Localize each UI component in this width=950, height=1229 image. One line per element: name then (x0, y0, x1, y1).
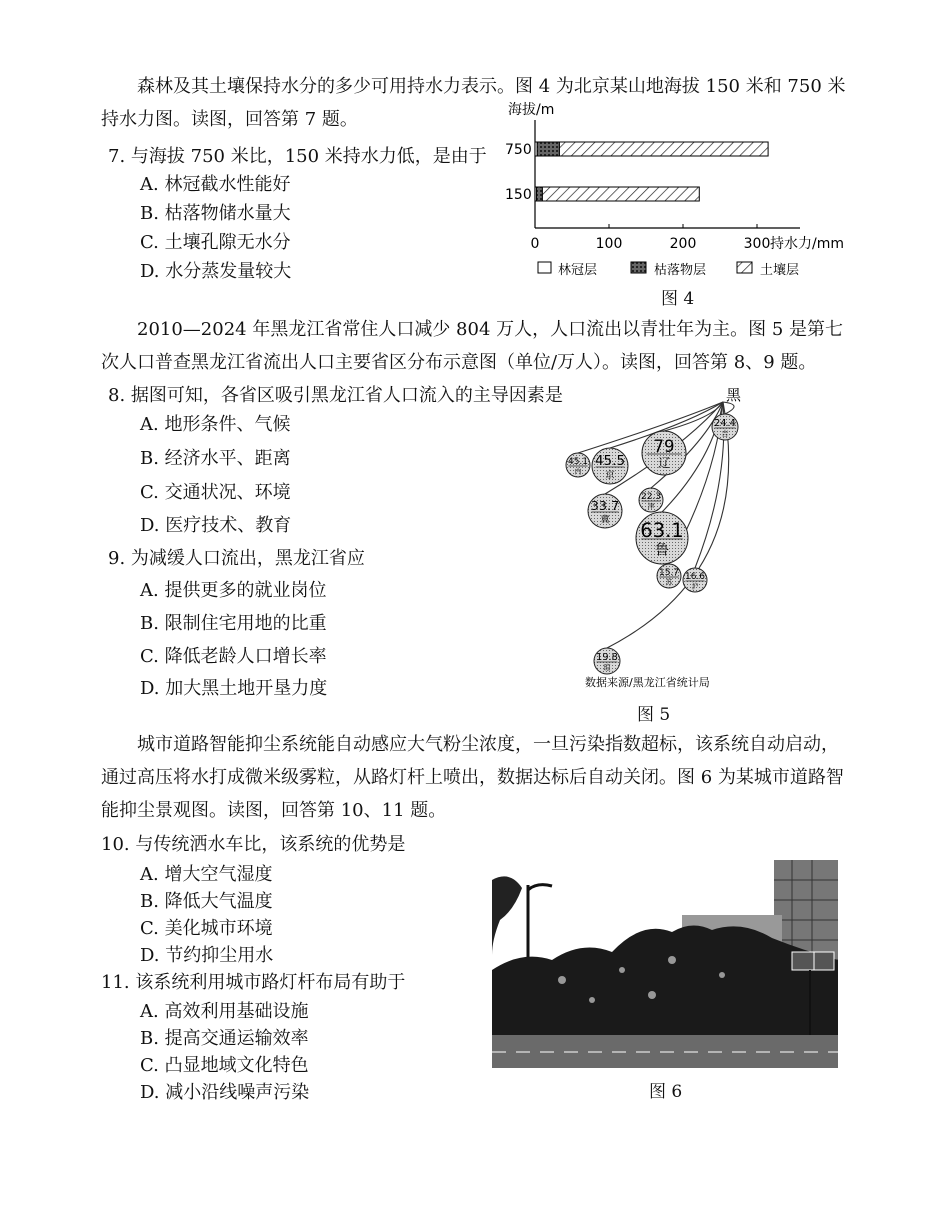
question-7-stem: 7. 与海拔 750 米比，150 米持水力低，是由于 (108, 146, 487, 167)
intro-paragraph-1: 森林及其土壤保持水分的多少可用持水力表示。图 4 为北京某山地海拔 150 米和 750 米持水力图。读图，回答第 7 题。 (101, 76, 846, 130)
figure-6-street-photo (492, 860, 838, 1068)
question-8-option-a: A. 地形条件、气候 (140, 414, 291, 435)
legend-soil-swatch (737, 262, 752, 273)
fig4-bar-150-soil (542, 187, 699, 201)
question-11-option-b: B. 提高交通运输效率 (140, 1028, 309, 1049)
node-label-冀: 冀 (600, 514, 610, 526)
question-11-option-a: A. 高效利用基础设施 (140, 1001, 309, 1022)
fig4-ylabel: 海拔/m (508, 102, 555, 118)
question-11-stem: 11. 该系统利用城市路灯杆布局有助于 (101, 972, 406, 993)
question-10-stem: 10. 与传统洒水车比，该系统的优势是 (101, 834, 406, 855)
node-value-鲁: 63.1 (640, 519, 684, 542)
legend-litter-swatch (631, 262, 646, 273)
question-7-option-a: A. 林冠截水性能好 (140, 174, 291, 195)
legend-canopy-label: 林冠层 (558, 263, 598, 278)
fig4-category-150: 150 (505, 187, 532, 203)
question-10-option-a: A. 增大空气湿度 (140, 864, 273, 885)
node-value-辽: 79 (653, 437, 675, 456)
question-11-option-c: C. 凸显地域文化特色 (140, 1055, 309, 1076)
node-value-津: 22.3 (640, 492, 662, 502)
legend-canopy-swatch (538, 262, 551, 273)
node-value-京: 45.5 (594, 453, 626, 469)
fig4-category-750: 750 (505, 142, 532, 158)
fig4-xtick-200: 200 (669, 236, 697, 252)
fig4-xtick-300: 300 (743, 236, 771, 252)
question-10-option-b: B. 降低大气温度 (140, 891, 273, 912)
question-8-option-b: B. 经济水平、距离 (140, 448, 291, 469)
question-8-option-d: D. 医疗技术、教育 (140, 515, 292, 536)
intro-paragraph-2: 2010—2024 年黑龙江省常住人口减少 804 万人，人口流出以青壮年为主。图 5 是第七次人口普查黑龙江省流出人口主要省区分布示意图（单位/万人）。读图，回答第 8、9 题。 (101, 319, 844, 373)
question-8-stem: 8. 据图可知，各省区吸引黑龙江省人口流入的主导因素是 (108, 385, 563, 406)
question-9-option-a: A. 提供更多的就业岗位 (140, 580, 327, 601)
figure-5-caption: 图 5 (637, 705, 671, 725)
question-11-option-d: D. 减小沿线噪声污染 (140, 1082, 310, 1103)
node-value-琼: 19.8 (596, 652, 618, 663)
question-9-option-d: D. 加大黑土地开垦力度 (140, 678, 328, 699)
node-label-琼: 琼 (603, 663, 611, 673)
figure-4-chart (500, 98, 860, 283)
legend-litter-label: 枯落物层 (654, 263, 707, 278)
question-8-option-c: C. 交通状况、环境 (140, 482, 291, 503)
question-7-option-d: D. 水分蒸发量较大 (140, 261, 292, 282)
fig4-xtick-100: 100 (595, 236, 623, 252)
figure-5-flow-diagram (555, 380, 755, 690)
node-label-内: 内 (574, 467, 582, 476)
question-9-stem: 9. 为减缓人口流出，黑龙江省应 (108, 548, 365, 569)
question-9-option-b: B. 限制住宅用地的比重 (140, 613, 327, 634)
fig4-bar-750-litter (537, 142, 559, 156)
question-10-option-d: D. 节约抑尘用水 (140, 945, 274, 966)
question-10-option-c: C. 美化城市环境 (140, 918, 273, 939)
figure-4-caption: 图 4 (661, 289, 695, 309)
node-value-冀: 33.7 (590, 499, 620, 514)
node-value-吉: 24.4 (714, 418, 736, 429)
node-value-沪: 16.6 (684, 572, 706, 582)
figure-5-source: 数据来源/黑龙江省统计局 (585, 676, 710, 689)
node-label-鲁: 鲁 (654, 542, 670, 559)
origin-label-heilongjiang: 黑 (726, 386, 742, 404)
legend-soil-label: 土壤层 (760, 263, 800, 278)
fig4-bar-750-soil (559, 142, 768, 156)
node-label-京: 京 (605, 469, 615, 481)
node-label-苏: 苏 (665, 578, 673, 587)
fig4-bar-150-litter (536, 187, 542, 201)
figure-6-caption: 图 6 (649, 1082, 683, 1102)
node-label-吉: 吉 (721, 429, 729, 439)
fig4-xlabel: 持水力/mm (770, 236, 844, 252)
node-value-苏: 15.7 (658, 568, 680, 578)
node-label-沪: 沪 (691, 582, 699, 591)
question-7-option-b: B. 枯落物储水量大 (140, 203, 291, 224)
question-9-option-c: C. 降低老龄人口增长率 (140, 646, 327, 667)
question-7-option-c: C. 土壤孔隙无水分 (140, 232, 291, 253)
node-label-津: 津 (647, 502, 655, 511)
node-value-内: 45.1 (567, 457, 589, 467)
fig4-xtick-0: 0 (530, 236, 540, 252)
node-label-辽: 辽 (657, 456, 671, 471)
intro-paragraph-3: 城市道路智能抑尘系统能自动感应大气粉尘浓度，一旦污染指数超标，该系统自动启动，通过高压将水打成微米级雾粒，从路灯杆上喷出，数据达标后自动关闭。图 6 为某城市道路智能抑尘景观图。读图，回答第 10、11 题。 (101, 734, 844, 821)
